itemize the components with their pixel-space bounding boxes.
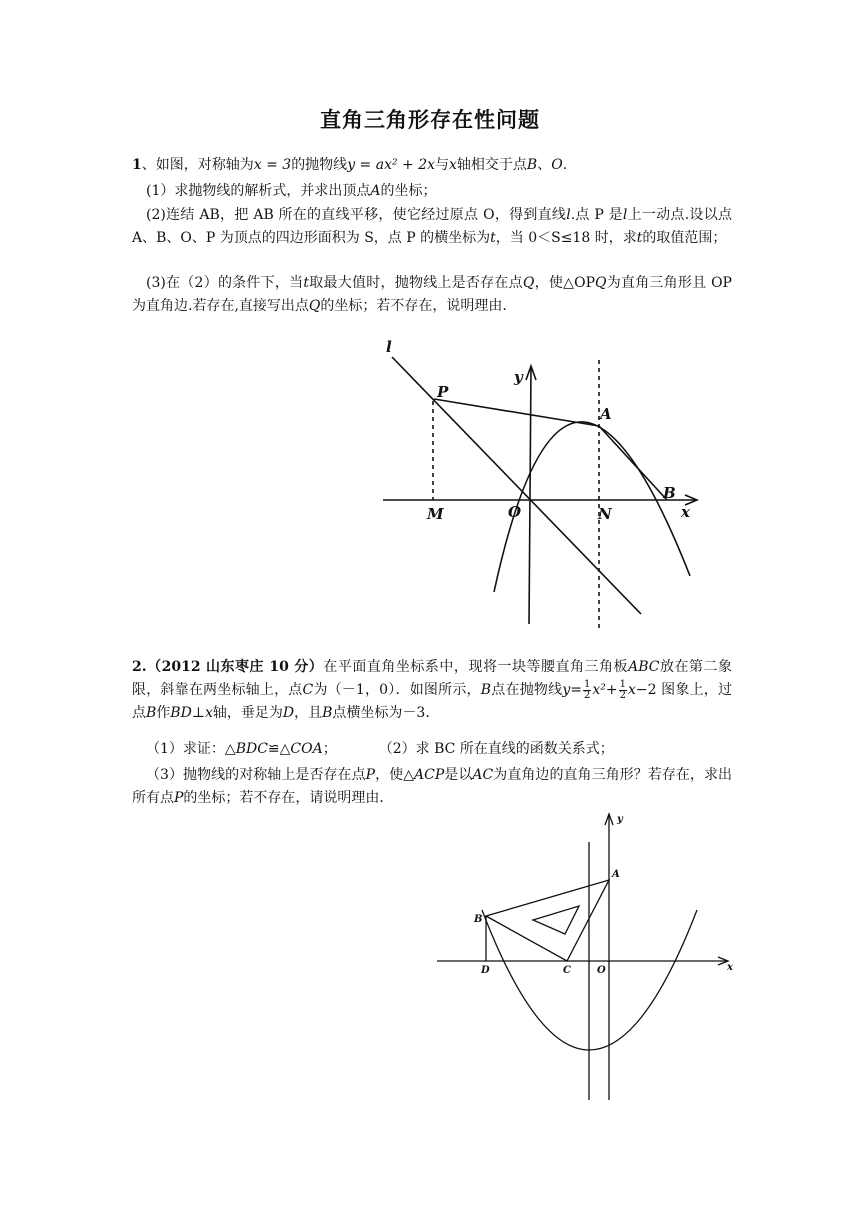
label-A: A (612, 869, 620, 880)
math-var: B (322, 705, 333, 721)
text: 为直角三角形且 OP 为直角边.若存在,直接写出点 (132, 275, 732, 314)
segment-AB (599, 426, 667, 500)
text: （3）抛物线的对称轴上是否存在点 (146, 767, 366, 783)
math-var: P (174, 790, 184, 806)
text: 在平面直角坐标系中，现将一块等腰直角三角板 (323, 659, 629, 675)
text: 为（－1，0）．如图所示， (313, 682, 481, 698)
triangle-ABC (486, 880, 609, 961)
label-y: y (514, 368, 523, 386)
math-var: AC (472, 767, 494, 783)
math-var: COA (290, 741, 323, 757)
label-B: B (474, 914, 483, 925)
problem2-number: 2. (132, 659, 147, 675)
page-title: 直角三角形存在性问题 (320, 107, 540, 132)
math-var: Q (308, 298, 321, 314)
math-var: BDC (235, 741, 268, 757)
problem1-question3 (132, 272, 732, 318)
text: 是以 (444, 767, 473, 783)
fraction (619, 680, 627, 701)
math-var: ACP (414, 767, 445, 783)
math-var: t (490, 230, 496, 246)
problem2-question3 (132, 764, 732, 810)
math-var: B (146, 705, 157, 721)
line-l (392, 357, 641, 614)
text: （2）求 BC 所在直线的函数关系式； (378, 741, 614, 757)
math-eq: x (627, 682, 636, 698)
math-var: B (480, 682, 492, 698)
math-var: C (302, 682, 314, 698)
frac-den: 2 (619, 689, 626, 701)
text: 、 (537, 157, 552, 173)
text: −2 图象上，过点 (132, 682, 733, 721)
math-eq: y= (562, 682, 582, 698)
text: (1）求抛物线的解析式，并求出顶点 (146, 183, 371, 199)
text: 的坐标；若不存在，说明理由. (320, 298, 507, 314)
parabola (494, 422, 690, 592)
problem1-question2 (132, 204, 732, 250)
frac-num: 1 (583, 678, 591, 690)
math-eq: x²+ (592, 682, 618, 698)
text: 、如图，对称轴为 (141, 157, 254, 173)
text: 轴相交于点 (456, 157, 527, 173)
label-B: B (663, 484, 676, 502)
math-var: ABC (628, 659, 660, 675)
text: 与 (435, 157, 450, 173)
segment-PA (434, 399, 599, 426)
fraction (583, 680, 591, 701)
math-var: P (365, 767, 376, 783)
text: ≌△ (267, 741, 291, 757)
math-var: O (551, 157, 563, 173)
label-O: O (597, 965, 606, 976)
label-N: N (598, 505, 612, 523)
text: （1）求证：△ (146, 741, 236, 757)
text: ，使△ (375, 767, 415, 783)
text: 上一动点.设以点 A、B、O、P 为顶点的四边形面积为 S，点 P 的横坐标为 (132, 207, 732, 246)
math-var: A (370, 183, 381, 199)
problem2-figure (430, 810, 740, 1110)
text: 放在第二象限，斜靠在两坐标轴上，点 (132, 659, 733, 698)
triangle-hole (533, 906, 579, 934)
math-var: Q (594, 275, 607, 291)
math-var: x (204, 705, 213, 721)
label-y: y (617, 814, 623, 825)
label-x: x (681, 503, 690, 521)
math-var: l (566, 207, 571, 223)
y-axis (529, 368, 531, 624)
text: 的抛物线 (291, 157, 348, 173)
problem2-questions12 (132, 738, 732, 761)
text: (3)在（2）的条件下，当 (146, 275, 304, 291)
label-O: O (508, 503, 522, 521)
problem1-question1 (132, 180, 732, 203)
problem1-figure (370, 330, 710, 640)
math-var: t (636, 230, 643, 246)
text: ，且 (294, 705, 323, 721)
text: 为直角边的直角三角形？若存在，求出所有点 (132, 767, 732, 806)
text: 作 (156, 705, 171, 721)
frac-num: 1 (619, 678, 626, 690)
label-M: M (427, 505, 444, 523)
math-var: D (282, 705, 295, 721)
math-parabola: y = ax² + 2x (347, 157, 436, 173)
problem2-statement (132, 656, 732, 725)
text: ⊥ (191, 705, 205, 721)
label-x: x (727, 962, 733, 973)
math-var: t (303, 275, 310, 291)
text: ，使△OP (534, 275, 595, 291)
text: 取最大值时，抛物线上是否存在点 (309, 275, 523, 291)
text: 的取值范围； (642, 230, 727, 246)
text: 点在抛物线 (491, 682, 563, 698)
frac-den: 2 (583, 689, 591, 701)
problem2-source: （2012 山东枣庄 10 分） (146, 659, 324, 675)
label-l: l (386, 338, 392, 356)
label-D: D (481, 965, 490, 976)
problem1-statement (132, 154, 732, 177)
label-C: C (563, 965, 571, 976)
math-axis: x = 3 (253, 157, 292, 173)
label-P: P (437, 383, 449, 401)
text: 的坐标； (380, 183, 437, 199)
math-var: BD (170, 705, 192, 721)
text: .点 P 是 (570, 207, 623, 223)
text: 轴，垂足为 (212, 705, 283, 721)
text: ，当 0＜S≤18 时，求 (495, 230, 637, 246)
text: 点横坐标为－3． (332, 705, 440, 721)
math-var: Q (522, 275, 535, 291)
problem1-number: 1 (132, 157, 142, 173)
text: . (562, 157, 568, 173)
math-var: l (622, 207, 628, 223)
text: ； (322, 741, 337, 757)
text: 的坐标；若不存在，请说明理由． (183, 790, 394, 806)
label-A: A (600, 405, 612, 423)
math-var: x (449, 157, 457, 173)
text: (2)连结 AB，把 AB 所在的直线平移，使它经过原点 O，得到直线 (146, 207, 567, 223)
math-var: B (526, 157, 538, 173)
